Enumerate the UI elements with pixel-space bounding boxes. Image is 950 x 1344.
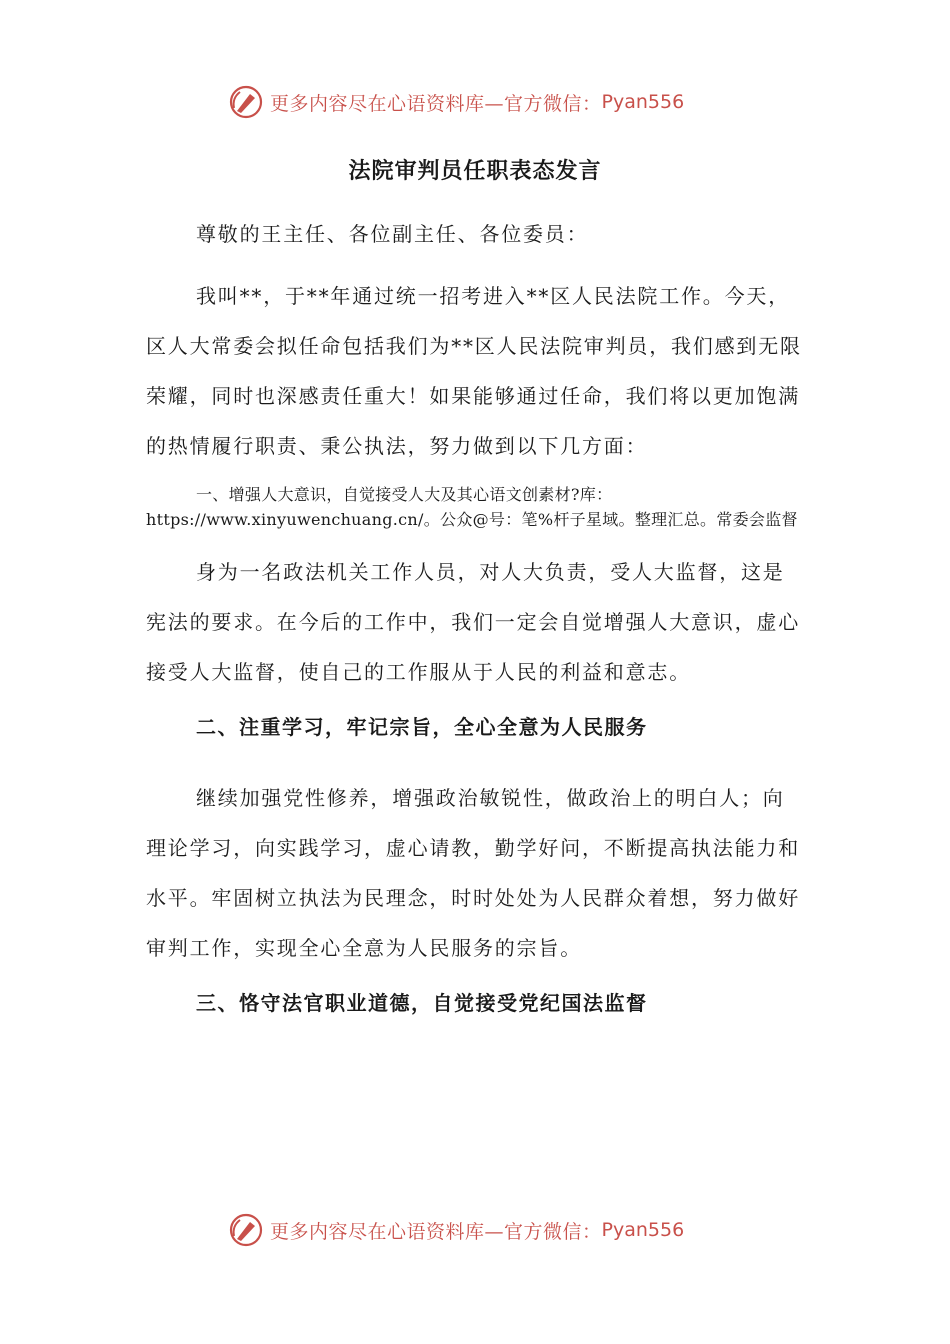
greeting: 尊敬的王主任、各位副主任、各位委员： xyxy=(196,222,589,246)
pen-nib-circle-icon xyxy=(228,1212,264,1248)
paragraph-section1-body: 身为一名政法机关工作人员，对人大负责，受人大监督，这是宪法的要求。在今后的工作中，我们一定会自觉增强人大意识，虚心接受人大监督，使自己的工作服从于人民的利益和意志。 xyxy=(146,560,800,684)
footer-banner xyxy=(228,1210,748,1250)
heading-section2: 二、注重学习，牢记宗旨，全心全意为人民服务 xyxy=(196,715,648,739)
paragraph-section1: 一、增强人大意识，自觉接受人大及其心语文创素材?库：https://www.xinyuwenchuang.cn/。公众@号：笔%杆子星域。整理汇总。常委会监督 xyxy=(146,485,798,529)
header-banner xyxy=(228,82,748,122)
banner-wechat-id: Pyan556 xyxy=(601,91,685,113)
paragraph-section2-body: 继续加强党性修养，增强政治敏锐性，做政治上的明白人；向理论学习，向实践学习，虚心请教，勤学好问，不断提高执法能力和水平。牢固树立执法为民理念，时时处处为人民群众着想，努力做好审判工作，实现全心全意为人民服务的宗旨。 xyxy=(146,786,800,960)
pen-nib-circle-icon xyxy=(228,84,264,120)
paragraph-intro: 我叫**，于**年通过统一招考进入**区人民法院工作。今天，区人大常委会拟任命包括我们为**区人民法院审判员，我们感到无限荣耀，同时也深感责任重大！如果能够通过任命，我们将以更加饱满的热情履行职责、秉公执法，努力做到以下几方面： xyxy=(146,284,802,458)
banner-wechat-id: Pyan556 xyxy=(601,1219,685,1241)
heading-section3: 三、恪守法官职业道德，自觉接受党纪国法监督 xyxy=(196,991,648,1015)
banner-text: 更多内容尽在心语资料库—官方微信： xyxy=(270,92,602,115)
banner-text: 更多内容尽在心语资料库—官方微信： xyxy=(270,1220,602,1243)
page-title: 法院审判员任职表态发言 xyxy=(348,158,602,184)
